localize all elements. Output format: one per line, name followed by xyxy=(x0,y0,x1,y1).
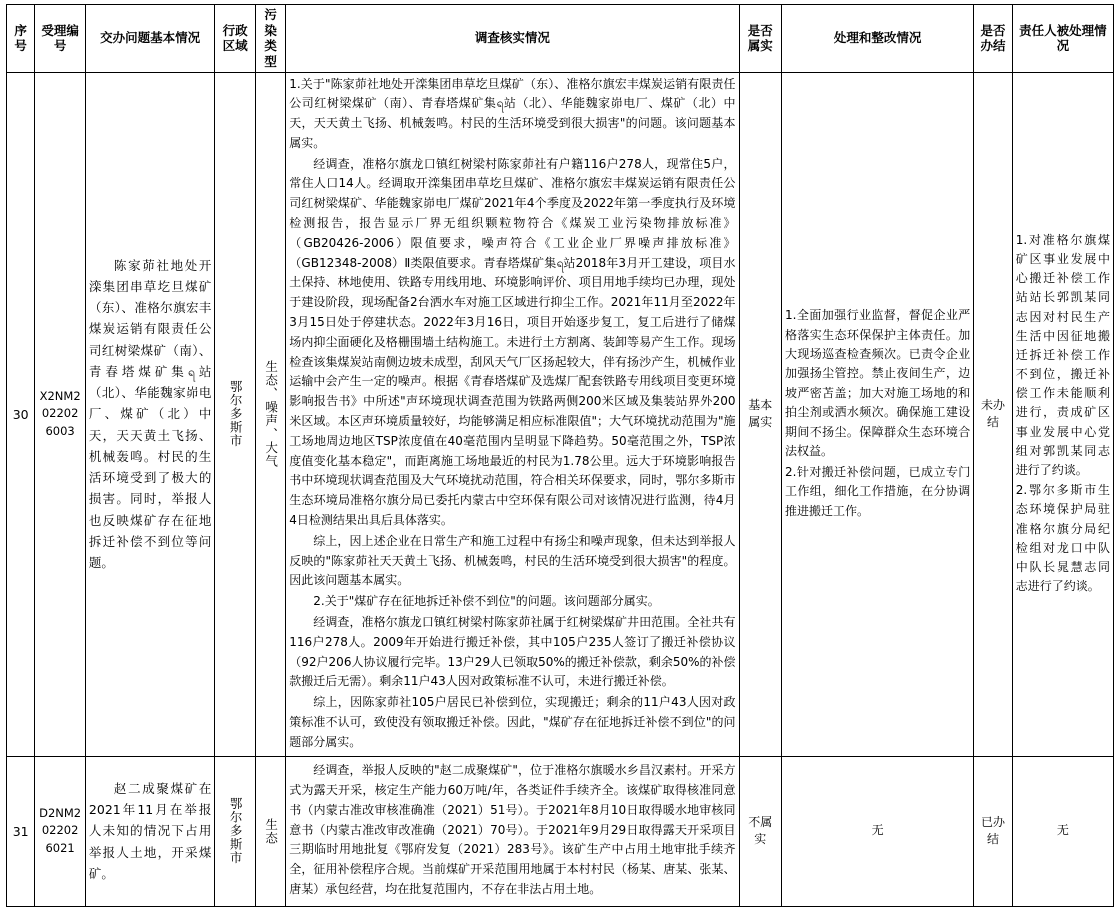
cell-region xyxy=(215,72,255,756)
cell-is-closed: 已办结 xyxy=(974,756,1012,906)
region-text: 鄂尔多斯市 xyxy=(228,380,244,448)
basic-text: 赵二成聚煤矿在2021年11月在举报人未知的情况下占用举报人土地，开采煤矿。 xyxy=(88,780,212,881)
handle-para: 2.针对搬迁补偿问题，已成立专门工作组，细化工作措施，在分协调推进搬迁工作。 xyxy=(785,464,971,518)
cell-basic-situation xyxy=(85,72,215,756)
cell-pollution-type xyxy=(255,756,285,906)
header-case-code: 受理编号 xyxy=(35,5,86,73)
cell-responsible: 无 xyxy=(1012,756,1113,906)
header-pollution-type: 污染类型 xyxy=(255,5,285,73)
cell-is-closed: 未办结 xyxy=(974,72,1012,756)
cell-handling: 无 xyxy=(782,756,974,906)
table-row xyxy=(7,72,1114,756)
cell-responsible xyxy=(1012,72,1113,756)
header-is-closed: 是否办结 xyxy=(974,5,1012,73)
cell-verification xyxy=(286,72,739,756)
table-header-row xyxy=(7,5,1114,73)
handle-para: 1.全面加强行业监督，督促企业严格落实生态环保保护主体责任。加大现场巡查检查频次。已责令企业加强扬尘管控。禁止夜间生产，边坡严密苫盖；加大对施工场地的和拍尘剂或洒水频次。确保施工建设期间不扬尘。保障群众生态环境合法权益。 xyxy=(785,308,971,459)
verify-para: 综上，因陈家茆社105户居民已补偿到位，实现搬迁；剩余的11户43人因对政策标准不认可，致使没有领取搬迁补偿。因此，"煤矿存在征地拆迁补偿不到位"的问题部分属实。 xyxy=(289,695,736,749)
verify-para: 1.关于"陈家茆社地处开滦集团串草圪旦煤矿（东）、准格尔旗宏丰煤炭运销有限责任公司红树梁煤矿（南）、青春塔煤矿集ရ站（北）、华能魏家峁电厂、煤矿（北）中天，天天黄土飞扬、机械轰鸣。村民的生活环境受到很大损害"的问题。该问题基本属实。 xyxy=(289,76,736,150)
verify-para: 综上，因上述企业在日常生产和施工过程中有扬尘和噪声现象，但未达到举报人反映的"陈家茆社天天黄土飞扬、机械轰鸣，村民的生活环境受到很大损害"的程度。因此该问题基本属实。 xyxy=(289,533,736,588)
header-responsible: 责任人被处理情况 xyxy=(1012,5,1113,73)
header-verification: 调查核实情况 xyxy=(286,5,739,73)
header-is-true: 是否属实 xyxy=(739,5,781,73)
basic-text: 陈家茆社地处开滦集团串草圪旦煤矿（东）、准格尔旗宏丰煤炭运销有限责任公司红树梁煤矿（南）、青春塔煤矿集ရ站（北）、华能魏家峁电厂、煤矿（北）中天，天天黄土飞扬、机械轰鸣。村民的生活环境受到了极大的损害。同时，举报人也反映煤矿存在征地拆迁补偿不到位等问题。 xyxy=(88,257,212,571)
cell-verification xyxy=(286,756,739,906)
cell-region xyxy=(215,756,255,906)
cell-is-true: 基本属实 xyxy=(739,72,781,756)
pollution-text: 生态 xyxy=(263,817,279,845)
header-seq: 序号 xyxy=(7,5,35,73)
cell-case-code: X2NM2022026003 xyxy=(35,72,86,756)
verify-para: 经调查，举报人反映的"赵二成聚煤矿"，位于准格尔旗暖水乡昌汉素村。开采方式为露天开采，核定生产能力60万吨/年，各类证件手续齐全。该煤矿取得核准同意书（内蒙古准改审核准确准（2021）51号）。于2021年8月10日取得暖水地审核同意书（内蒙古准改审改准确（2021）70号）。于2021年9月29日取得露天开采项目三期临时用地批复《鄂府发复（2021）283号》。该矿生产中占用土地审批手续齐全，征用补偿程序合规。当前煤矿开采范围用地属于本村村民（杨某、唐某、张某、唐某）承包经营，均在批复范围内，不存在非法占用土地。 xyxy=(289,763,736,897)
header-handling: 处理和整改情况 xyxy=(782,5,974,73)
cell-pollution-type xyxy=(255,72,285,756)
resp-para: 1.对准格尔旗煤矿区事业发展中心搬迁补偿工作站站长郭凯某同志因对村民生产生活中因征地搬迁拆迁补偿工作不到位，搬迁补偿工作未能顺利进行，责成矿区事业发展中心党组对郭凯某同志进行了约谈。 xyxy=(1015,232,1110,478)
cell-seq: 31 xyxy=(7,756,35,906)
header-region: 行政区域 xyxy=(215,5,255,73)
verify-para: 经调查，准格尔旗龙口镇红树梁村陈家茆社属于红树梁煤矿井田范围。全社共有116户278人。2009年开始进行搬迁补偿，其中105户235人签订了搬迁补偿协议（92户206人协议履行完毕。13户29人已领取50%的搬迁补偿款，剩余50%的补偿款搬迁后无需）。剩余11户43人因对政策标准不认可，未进行搬迁补偿。 xyxy=(289,615,736,689)
header-basic-situation: 交办问题基本情况 xyxy=(85,5,215,73)
cell-is-true: 不属实 xyxy=(739,756,781,906)
region-text: 鄂尔多斯市 xyxy=(228,797,244,865)
cell-handling xyxy=(782,72,974,756)
verify-para: 经调查，准格尔旗龙口镇红树梁村陈家茆社有户籍116户278人，现常住5户，常住人口14人。经调取开滦集团串草圪旦煤矿、准格尔旗宏丰煤炭运销有限责任公司红树梁煤矿、华能魏家峁电厂煤矿2021年4个季度及2022年第一季度执行及环境检测报告，报告显示厂界无组织颗粒物符合《煤炭工业污染物排放标准》（GB20426-2006）限值要求，噪声符合《工业企业厂界噪声排放标准》（GB12348-2008）Ⅱ类限值要求。青春塔煤矿集ရ站2018年3月开工建设，项目水土保持、林地使用、铁路专用线用地、环境影响评价、项目用地手续均已办理，现处于建设阶段，现场配备2台洒水车对施工区域进行抑尘工作。2021年11月至2022年3月15日处于停建状态。2022年3月16日，项目开始逐步复工，复工后进行了储煤场内抑尘面硬化及格栅围墙土结构施工。未进行土方割离、装卸等易产生工作。现场检查该集煤炭站南侧边坡未成型，刮风天气厂区扬起较大，伴有扬沙产生，机械作业运输中会产生一定的噪声。根据《青春塔煤矿及选煤厂配套铁路专用线项目变更环境影响报告书》中所述"声环境现状调查范围为铁路两侧200米区域及集装站界外200米区域。本区声环境质量较好，均能够满足相应标准限值"；大气环境扰动范围为"施工场地周边地区TSP浓度值在40毫范围内呈明显下降趋势。50毫范围之外，TSP浓度值变化基本稳定"，而距离施工场地最近的村民为1.78公里。远大于环境影响报告书中环境现状调查范围及大气环境扰动范围，符合相关环保要求，同时，鄂尔多斯市生态环境局准格尔旗分局已委托内蒙古中空环保有限公司对该情况进行监测，待4月4日检测结果出具后具体落实。 xyxy=(289,156,736,528)
resp-para: 2.鄂尔多斯市生态环境保护局驻准格尔旗分局纪检组对龙口中队中队长晁慧志同志进行了约谈。 xyxy=(1015,483,1110,594)
verify-para: 2.关于"煤矿存在征地拆迁补偿不到位"的问题。该问题部分属实。 xyxy=(313,594,660,609)
cell-seq: 30 xyxy=(7,72,35,756)
cell-basic-situation xyxy=(85,756,215,906)
table-row xyxy=(7,756,1114,906)
cell-case-code: D2NM2022026021 xyxy=(35,756,86,906)
pollution-text: 生态、噪声、大气 xyxy=(263,360,279,469)
handled-cases-table xyxy=(6,4,1114,907)
